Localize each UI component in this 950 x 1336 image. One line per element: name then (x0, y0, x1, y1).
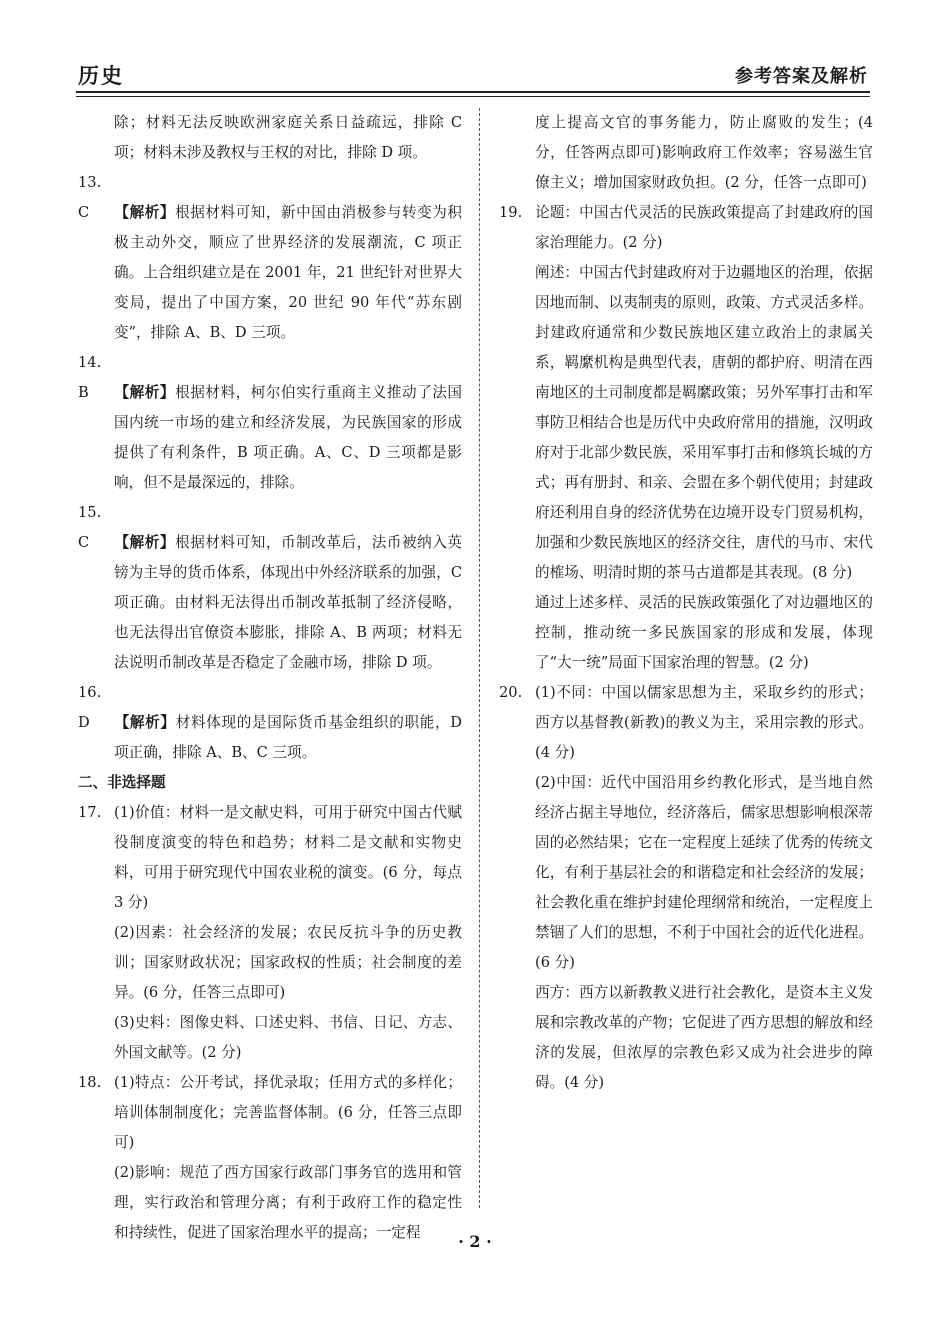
answer-19-number: 19. (499, 204, 523, 221)
answer-17-number: 17. (78, 804, 102, 821)
answer-13-text: 根据材料可知，新中国由消极参与转变为积极主动外交，顺应了世界经济的发展潮流，C 项正确。上合组织建立是在 2001 年，21 世纪针对世界大变局，提出了中国方案，20 世纪 90 年代“苏东剧变”，排除 A、B、D 三项。 (114, 204, 462, 341)
answer-18-part1 (78, 1068, 462, 1158)
answer-15-text: 根据材料可知，币制改革后，法币被纳入英镑为主导的货币体系，体现出中外经济联系的加强，C 项正确。由材料无法得出币制改革抵制了经济侵略，也无法得出官僚资本膨胀，排除 A、B 两项；材料无法说明币制改革是否稳定了金融市场，排除 D 项。 (114, 534, 462, 671)
answer-20-p3: 西方：西方以新教教义进行社会教化，是资本主义发展和宗教改革的产物；它促进了西方思想的解放和经济的发展，但浓厚的宗教色彩又成为社会进步的障碍。(4 分) (535, 984, 873, 1091)
answer-15-tag: 【解析】 (114, 534, 176, 551)
answer-19-p2: 阐述：中国古代封建政府对于边疆地区的治理，依据因地而制、以夷制夷的原则，政策、方式灵活多样。封建政府通常和少数民族地区建立政治上的隶属关系，羁縻机构是典型代表，唐朝的都护府、明清在西南地区的土司制度都是羁縻政策；另外军事打击和军事防卫相结合也是历代中央政府常用的措施，汉明政府对于北部少数民族，采用军事打击和修筑长城的方式；再有册封、和亲、会盟在多个朝代使用；封建政府还利用自身的经济优势在边境开设专门贸易机构，加强和少数民族地区的经济交往，唐代的马市、宋代的榷场、明清时期的茶马古道都是其表现。(8 分) (535, 264, 873, 581)
answer-20-p1: (1)不同：中国以儒家思想为主，采取乡约的形式；西方以基督教(新教)的教义为主，采用宗教的形式。(4 分) (535, 684, 873, 761)
answer-14 (78, 348, 462, 498)
answer-13-number: 13. C (78, 174, 102, 221)
answer-15-number: 15. C (78, 504, 102, 551)
answer-19-p1: 论题：中国古代灵活的民族政策提高了封建政府的国家治理能力。(2 分) (535, 204, 873, 251)
right-column (499, 108, 873, 1098)
q12-continuation: 除；材料无法反映欧洲家庭关系日益疏远，排除 C 项；材料未涉及教权与王权的对比，排除 D 项。 (114, 114, 462, 161)
answer-16-text: 材料体现的是国际货币基金组织的职能，D 项正确，排除 A、B、C 三项。 (114, 714, 462, 761)
answer-20-number: 20. (499, 684, 523, 701)
answer-17-p3: (3)史料：图像史料、口述史料、书信、日记、方志、外国文献等。(2 分) (114, 1014, 462, 1061)
answer-18-p2: (2)影响：规范了西方国家行政部门事务官的选用和管理，实行政治和管理分离；有利于政府工作的稳定性和持续性，促进了国家治理水平的提高；一定程 (114, 1164, 462, 1241)
header-rule-thin (76, 96, 870, 97)
answer-17-p1: (1)价值：材料一是文献史料，可用于研究中国古代赋役制度演变的特色和趋势；材料二是文献和实物史料，可用于研究现代中国农业税的演变。(6 分，每点 3 分) (114, 804, 462, 911)
column-divider (479, 108, 480, 1208)
answer-14-number: 14. B (78, 354, 102, 401)
answer-13 (78, 168, 462, 348)
answer-14-tag: 【解析】 (114, 384, 176, 401)
answer-16-number: 16. D (78, 684, 102, 731)
answer-17-part1 (78, 798, 462, 918)
answer-14-text: 根据材料，柯尔伯实行重商主义推动了法国国内统一市场的建立和经济发展，为民族国家的形成提供了有利条件，B 项正确。A、C、D 三项都是影响，但不是最深远的，排除。 (114, 384, 462, 491)
answer-17-p2: (2)因素：社会经济的发展；农民反抗斗争的历史教训；国家财政状况；国家政权的性质；社会制度的差异。(6 分，任答三点即可) (114, 924, 462, 1001)
answer-16 (78, 678, 462, 768)
header-title: 参考答案及解析 (735, 66, 868, 87)
answer-20-part1 (499, 678, 873, 768)
subject-label: 历史 (78, 63, 124, 88)
header-rule-thick (76, 91, 870, 93)
answer-15 (78, 498, 462, 678)
q18-continuation: 度上提高文官的事务能力，防止腐败的发生；(4 分，任答两点即可)影响政府工作效率；容易滋生官僚主义；增加国家财政负担。(2 分，任答一点即可) (535, 114, 873, 191)
page-number: · 2 · (458, 1232, 492, 1251)
answer-13-tag: 【解析】 (114, 204, 176, 221)
answer-16-tag: 【解析】 (114, 714, 176, 731)
answer-18-p1: (1)特点：公开考试，择优录取；任用方式的多样化；培训体制制度化；完善监督体制。(6 分，任答三点即可) (114, 1074, 462, 1151)
answer-18-number: 18. (78, 1074, 102, 1091)
left-column (78, 108, 462, 1248)
answer-19-part1 (499, 198, 873, 258)
section-heading-non-choice: 二、非选择题 (78, 774, 166, 791)
page-header (76, 58, 870, 90)
answer-20-p2: (2)中国：近代中国沿用乡约教化形式，是当地自然经济占据主导地位，经济落后，儒家思想影响根深蒂固的必然结果；它在一定程度上延续了优秀的传统文化，有利于基层社会的和谐稳定和社会经济的发展；社会教化重在维护封建伦理纲常和统治，一定程度上禁锢了人们的思想，不利于中国社会的近代化进程。(6 分) (535, 774, 873, 971)
answer-19-p3: 通过上述多样、灵活的民族政策强化了对边疆地区的控制，推动统一多民族国家的形成和发展，体现了“大一统”局面下国家治理的智慧。(2 分) (535, 594, 873, 671)
